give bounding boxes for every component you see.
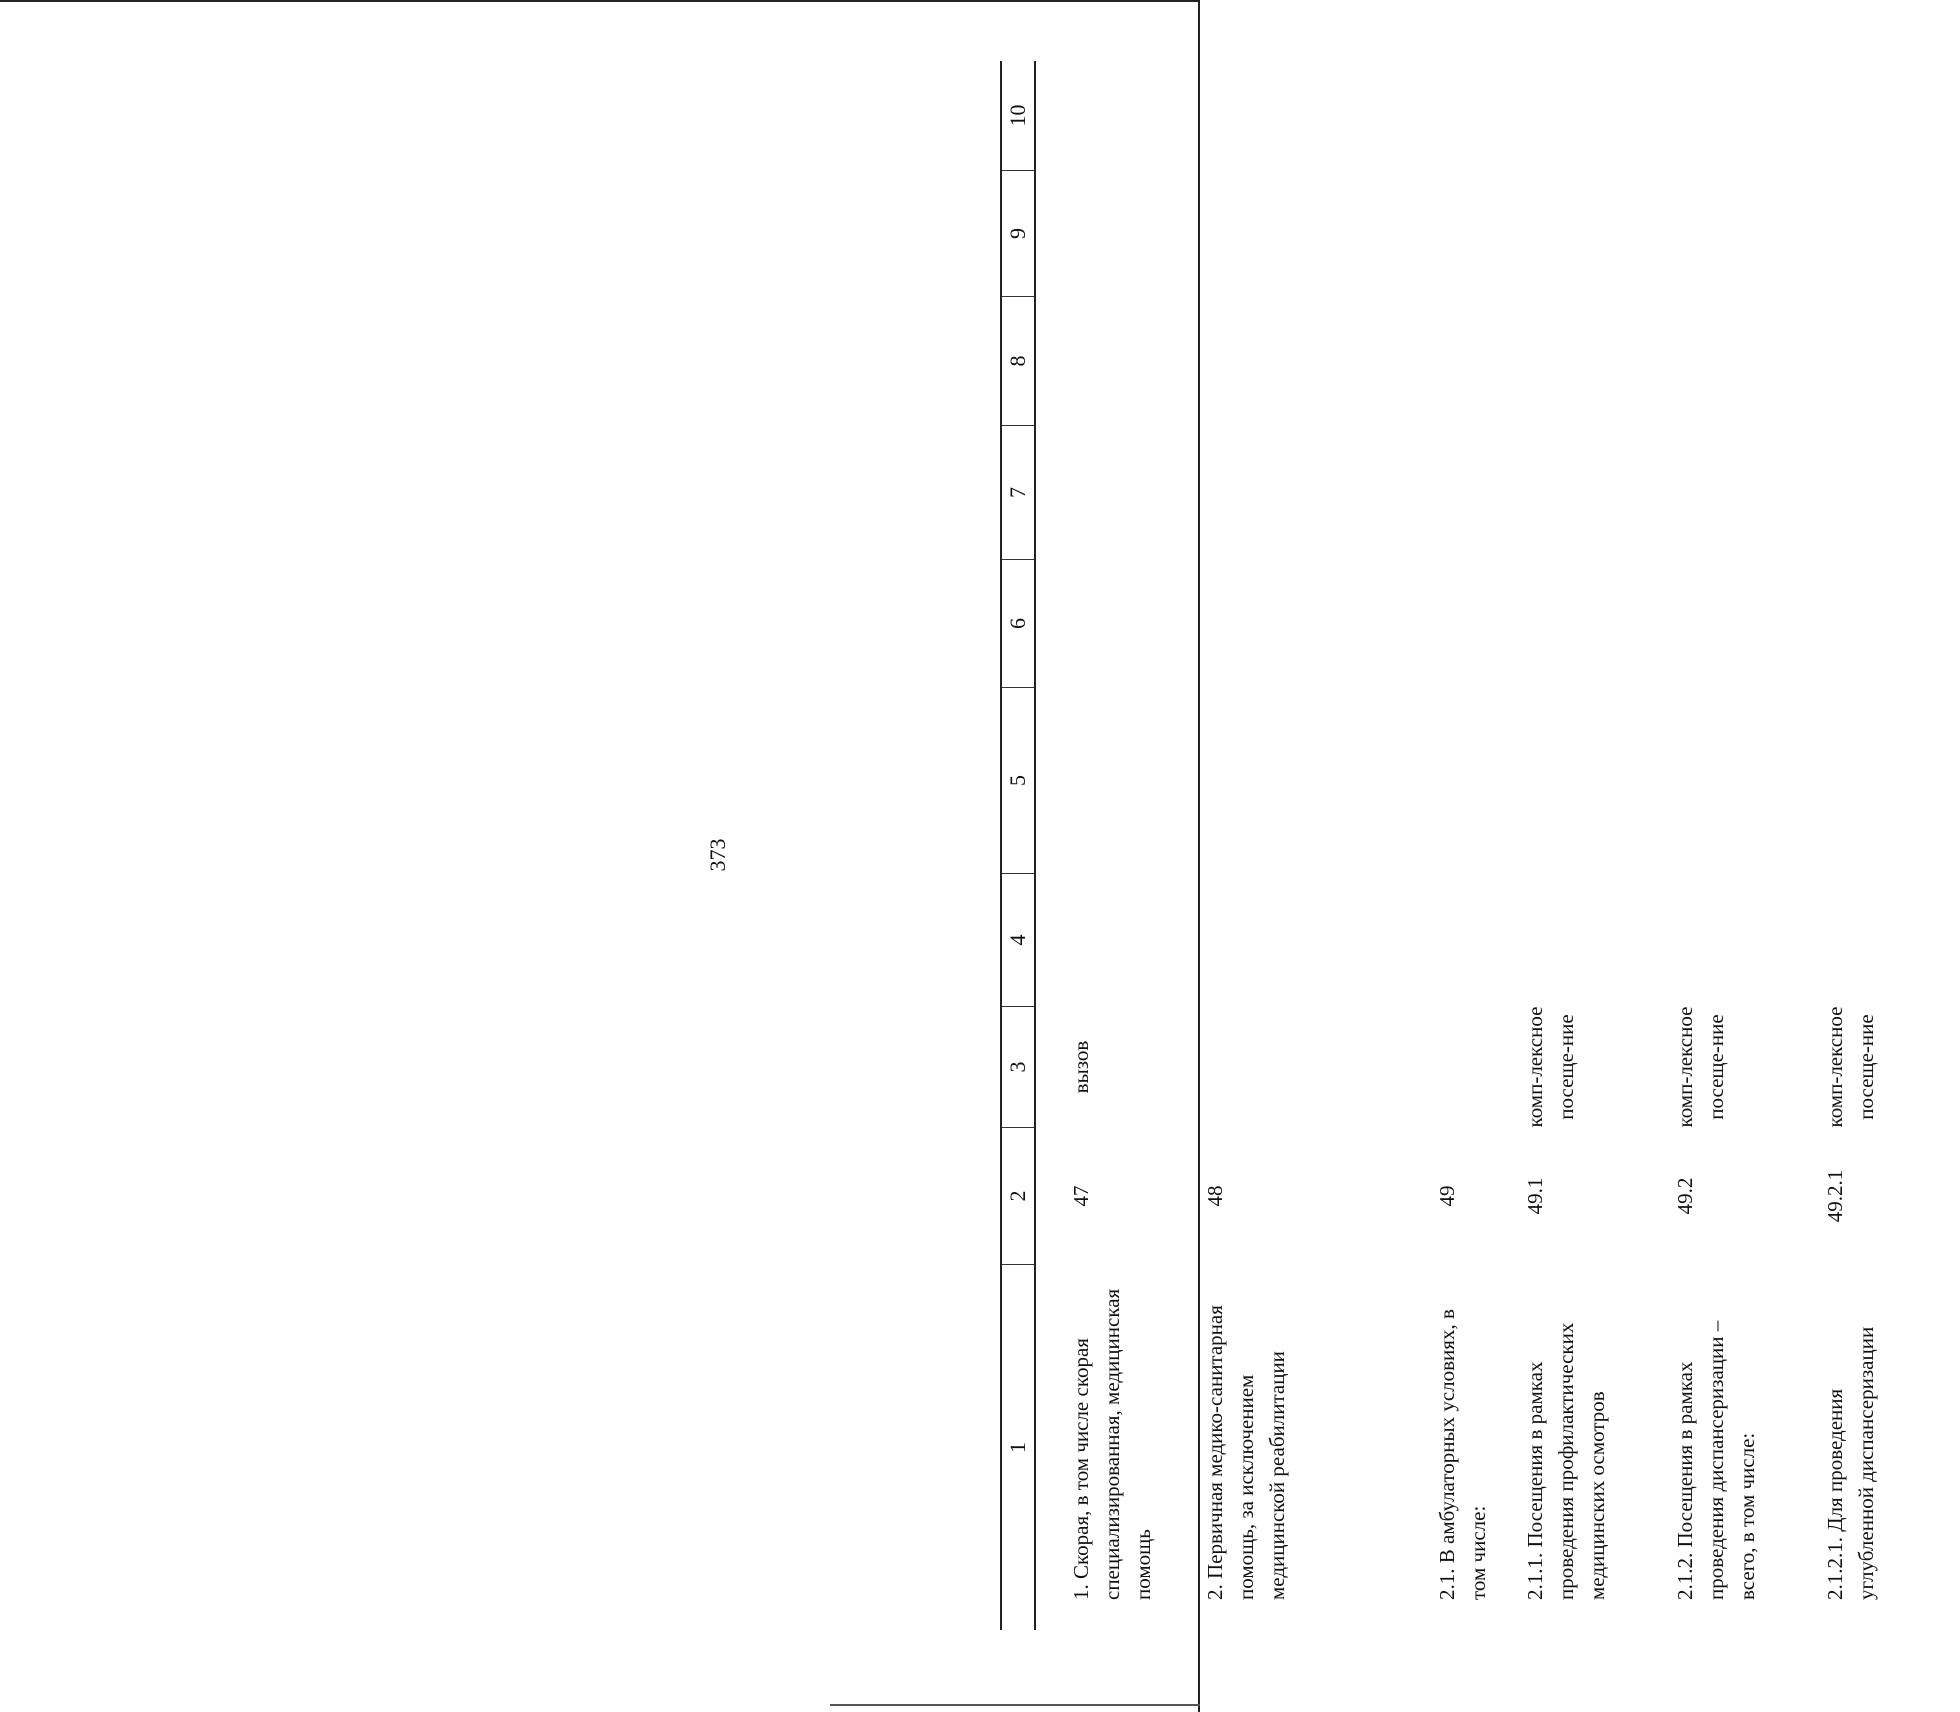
row-name: 2.1.1. Посещения в рамках проведения профилактических медицинских осмотров <box>1523 1322 1609 1600</box>
empty-cell <box>1670 171 1820 297</box>
empty-cell <box>1035 61 1200 171</box>
empty-cell <box>1520 560 1670 688</box>
empty-cell <box>1820 171 1960 297</box>
empty-cell <box>1432 560 1520 688</box>
empty-cell <box>1200 874 1432 1007</box>
column-header-1: 1 <box>1001 1265 1035 1631</box>
empty-cell <box>1520 874 1670 1007</box>
row-unit: комп-лексное посеще-ние <box>1823 1006 1878 1128</box>
table-row <box>1432 61 1520 1630</box>
empty-cell <box>1432 426 1520 560</box>
empty-cell <box>1820 688 1960 874</box>
empty-cell <box>1820 297 1960 426</box>
table-header-row <box>1001 61 1035 1630</box>
data-table <box>1000 61 1960 1630</box>
row-name: 2.1.2. Посещения в рамках проведения диспансеризации – всего, в том числе: <box>1673 1320 1759 1600</box>
empty-cell <box>1820 61 1960 171</box>
column-header-6: 6 <box>1001 560 1035 688</box>
empty-cell <box>1670 688 1820 874</box>
row-code: 49.1 <box>1523 1177 1547 1215</box>
empty-cell <box>1670 297 1820 426</box>
page-number: 373 <box>705 838 730 872</box>
scan-edge-mark <box>830 1704 1200 1706</box>
empty-cell <box>1432 297 1520 426</box>
empty-cell <box>1200 171 1432 297</box>
empty-cell <box>1520 426 1670 560</box>
table-row <box>1035 61 1200 1630</box>
column-header-7: 7 <box>1001 426 1035 560</box>
empty-cell <box>1670 61 1820 171</box>
column-header-4: 4 <box>1001 874 1035 1007</box>
row-code: 47 <box>1069 1185 1093 1207</box>
table-row <box>1520 61 1670 1630</box>
empty-cell <box>1035 874 1200 1007</box>
empty-cell <box>1432 171 1520 297</box>
table-row <box>1200 61 1432 1630</box>
row-name: 2.1.2.1. Для проведения углубленной диспансеризации <box>1823 1326 1878 1600</box>
empty-cell <box>1520 297 1670 426</box>
column-header-9: 9 <box>1001 171 1035 297</box>
empty-cell <box>1035 560 1200 688</box>
empty-cell <box>1035 171 1200 297</box>
rotated-table-container <box>1000 70 1878 1630</box>
row-unit: комп-лексное посеще-ние <box>1673 1006 1728 1128</box>
row-unit: вызов <box>1069 1040 1093 1094</box>
empty-cell <box>1432 61 1520 171</box>
empty-cell <box>1520 171 1670 297</box>
row-code: 49.2.1 <box>1823 1169 1847 1223</box>
empty-cell <box>1200 688 1432 874</box>
empty-cell <box>1820 874 1960 1007</box>
empty-cell <box>1035 688 1200 874</box>
empty-cell <box>1670 874 1820 1007</box>
empty-cell <box>1670 560 1820 688</box>
column-header-3: 3 <box>1001 1007 1035 1128</box>
row-unit <box>1432 1007 1520 1128</box>
column-header-2: 2 <box>1001 1128 1035 1265</box>
table-row <box>1820 61 1960 1630</box>
row-name: 2.1. В амбулаторных условиях, в том числе: <box>1435 1309 1490 1600</box>
empty-cell <box>1670 426 1820 560</box>
empty-cell <box>1200 61 1432 171</box>
row-code: 48 <box>1203 1185 1227 1207</box>
row-name: 1. Скорая, в том числе скорая специализированная, медицинская помощь <box>1069 1288 1155 1600</box>
column-header-8: 8 <box>1001 297 1035 426</box>
empty-cell <box>1820 426 1960 560</box>
row-code: 49.2 <box>1673 1177 1697 1215</box>
empty-cell <box>1432 874 1520 1007</box>
empty-cell <box>1820 560 1960 688</box>
empty-cell <box>1200 560 1432 688</box>
row-name: 2. Первичная медико-санитарная помощь, за исключением медицинской реабилитации <box>1203 1305 1289 1600</box>
empty-cell <box>1035 297 1200 426</box>
empty-cell <box>1200 297 1432 426</box>
empty-cell <box>1035 426 1200 560</box>
column-header-5: 5 <box>1001 688 1035 874</box>
column-header-10: 10 <box>1001 61 1035 171</box>
empty-cell <box>1432 688 1520 874</box>
row-unit <box>1200 1007 1432 1128</box>
empty-cell <box>1520 61 1670 171</box>
empty-cell <box>1520 688 1670 874</box>
row-unit: комп-лексное посеще-ние <box>1523 1006 1578 1128</box>
table-row <box>1670 61 1820 1630</box>
empty-cell <box>1200 426 1432 560</box>
row-code: 49 <box>1435 1185 1459 1207</box>
